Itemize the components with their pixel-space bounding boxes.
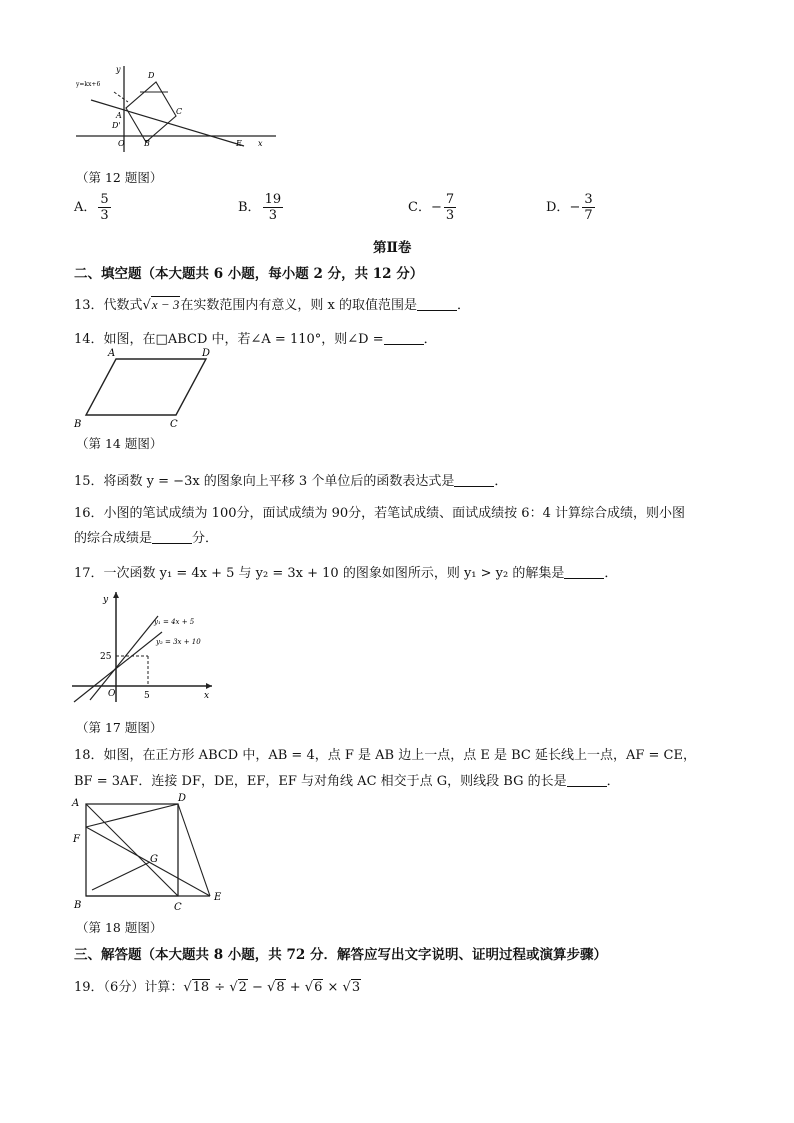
svg-text:A: A	[116, 111, 122, 120]
svg-text:B: B	[144, 139, 150, 148]
svg-text:C: C	[176, 107, 183, 116]
svg-text:B: B	[74, 419, 82, 430]
svg-text:x: x	[258, 139, 263, 148]
svg-text:A: A	[108, 348, 116, 359]
figure-17	[70, 588, 220, 706]
question-18-line-2: BF = 3AF．连接 DF，DE，EF，EF 与对角线 AC 相交于点 G，则线段 BG 的长是 ．	[74, 774, 620, 789]
figure-18-caption: （第 18 题图）	[76, 920, 163, 935]
svg-text:C: C	[170, 419, 178, 430]
question-13: 13．代数式√x − 3在实数范围内有意义，则 x 的取值范围是 ．	[74, 297, 471, 313]
figure-12	[76, 62, 286, 154]
svg-text:O: O	[108, 689, 116, 699]
figure-18	[70, 792, 230, 914]
svg-text:E: E	[236, 139, 242, 148]
svg-text:A: A	[72, 798, 80, 809]
answer-blank[interactable]	[567, 774, 607, 787]
figure-14-caption: （第 14 题图）	[76, 436, 163, 451]
question-17: 17．一次函数 y₁ = 4x + 5 与 y₂ = 3x + 10 的图象如图所示，则 y₁ > y₂ 的解集是 ．	[74, 566, 618, 581]
question-16-line-2: 的综合成绩是 分．	[74, 531, 219, 546]
volume-title: 第Ⅱ卷	[373, 240, 412, 256]
svg-text:y: y	[103, 595, 109, 605]
svg-text:E: E	[214, 892, 222, 903]
svg-text:D: D	[178, 793, 187, 804]
svg-text:D: D	[202, 348, 211, 359]
svg-text:B: B	[74, 900, 82, 911]
y-axis-label: y	[116, 65, 121, 74]
svg-text:C: C	[174, 902, 182, 913]
svg-text:5: 5	[144, 691, 150, 701]
svg-text:D: D	[148, 71, 155, 80]
answer-blank[interactable]	[152, 531, 192, 544]
option-a[interactable]: A． $\frac{5}{3}$	[74, 192, 109, 223]
figure-14	[72, 345, 222, 431]
svg-text:25: 25	[100, 652, 112, 662]
svg-text:D': D'	[112, 121, 121, 130]
answer-blank[interactable]	[454, 474, 494, 487]
figure-12-caption: （第 12 题图）	[76, 170, 163, 185]
question-14: 14．如图，在□ABCD 中，若∠A = 110°，则∠D = ．	[74, 332, 437, 347]
question-15: 15．将函数 y = −3x 的图象向上平移 3 个单位后的函数表达式是 ．	[74, 474, 508, 489]
answer-blank[interactable]	[417, 298, 457, 311]
question-18-line-1: 18．如图，在正方形 ABCD 中，AB = 4，点 F 是 AB 边上一点，点 E 是 BC 延长线上一点，AF = CE，	[74, 748, 696, 763]
svg-text:y₂ = 3x + 10: y₂ = 3x + 10	[156, 638, 201, 646]
svg-text:G: G	[150, 854, 158, 865]
option-b[interactable]: B． $\frac{19}{3}$	[238, 192, 282, 223]
figure-17-caption: （第 17 题图）	[76, 720, 163, 735]
svg-text:y₁ = 4x + 5: y₁ = 4x + 5	[154, 618, 195, 626]
line-label: y=kx+6	[76, 81, 101, 88]
svg-text:F: F	[73, 834, 80, 845]
svg-text:x: x	[204, 691, 210, 701]
svg-text:O: O	[118, 139, 125, 148]
option-d[interactable]: D．− $\frac{3}{7}$	[546, 192, 593, 223]
answer-blank[interactable]	[384, 332, 424, 345]
section-3-title: 三、解答题（本大题共 8 小题，共 72 分．解答应写出文字说明、证明过程或演算步骤）	[74, 947, 607, 963]
section-2-title: 二、填空题（本大题共 6 小题，每小题 2 分，共 12 分）	[74, 266, 424, 282]
question-16-line-1: 16．小图的笔试成绩为 100分，面试成绩为 90分，若笔试成绩、面试成绩按 6：4 计算综合成绩，则小图	[74, 506, 685, 521]
question-19: 19．（6分）计算：√18 ÷ √2 − √8 + √6 × √3	[74, 980, 361, 995]
option-c[interactable]: C．− $\frac{7}{3}$	[408, 192, 455, 223]
answer-blank[interactable]	[564, 566, 604, 579]
